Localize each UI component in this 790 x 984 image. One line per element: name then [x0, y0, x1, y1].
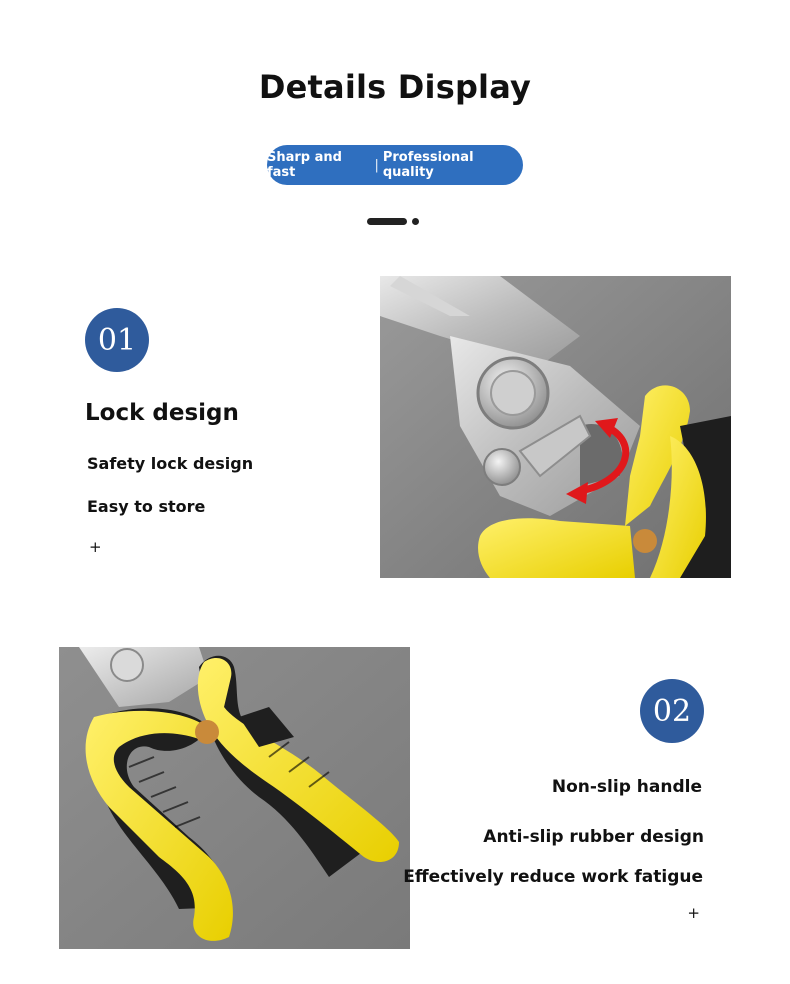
carousel-indicator-dot: [412, 218, 419, 225]
plus-icon: +: [89, 538, 102, 556]
tagline-separator: |: [374, 157, 379, 173]
plus-icon: +: [687, 904, 700, 922]
handle-detail-photo: [59, 647, 410, 949]
lock-detail-photo: [380, 276, 731, 578]
section-number-badge: 02: [640, 679, 704, 743]
tagline-right: Professional quality: [382, 150, 474, 180]
section-number-badge: 01: [85, 308, 149, 372]
tagline-left: Sharp and fast: [267, 150, 342, 180]
pliers-lock-illustration: [380, 276, 731, 578]
feature-item: Anti-slip rubber design: [483, 827, 704, 847]
pliers-handle-illustration: [59, 647, 410, 949]
feature-item: Easy to store: [87, 497, 206, 516]
page-title: Details Display: [258, 68, 532, 106]
feature-item: Effectively reduce work fatigue: [403, 867, 703, 887]
section-heading: Non-slip handle: [551, 777, 702, 797]
section-heading: Lock design: [85, 400, 239, 426]
tagline-badge: [267, 145, 523, 185]
carousel-indicator-active: [367, 218, 407, 225]
feature-item: Safety lock design: [87, 454, 254, 473]
